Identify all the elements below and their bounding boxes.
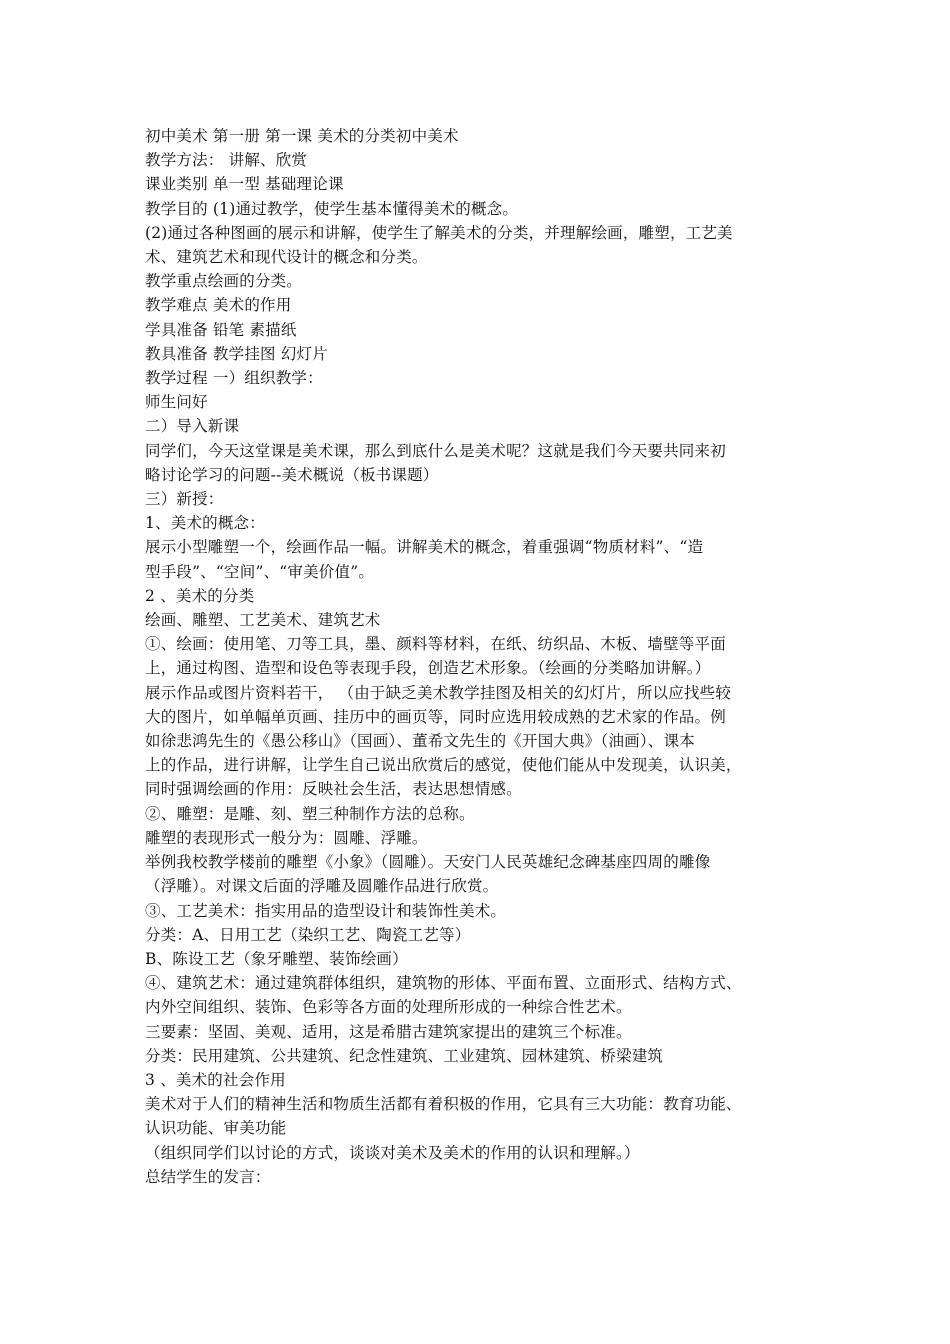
text-line: 展示作品或图片资料若干， （由于缺乏美术教学挂图及相关的幻灯片，所以应找些较 [145,683,732,702]
subsection-heading: 3 、美术的社会作用 [145,1070,286,1089]
section-heading: 三）新授： [145,490,224,509]
text-line: （组织同学们以讨论的方式，谈谈对美术及美术的作用的认识和理解。） [145,1143,640,1162]
text-line: 内外空间组织、装饰、色彩等各方面的处理所形成的一种综合性艺术。 [145,998,632,1017]
key-point-line: 教学重点绘画的分类。 [145,272,303,291]
text-line: 术、建筑艺术和现代设计的概念和分类。 [145,248,428,267]
text-line: (2)通过各种图画的展示和讲解，使学生了解美术的分类，并理解绘画，雕塑，工艺美 [145,223,733,242]
difficulty-line: 教学难点 美术的作用 [145,296,292,315]
text-line: 同学们，今天这堂课是美术课，那么到底什么是美术呢？这就是我们今天要共同来初 [145,441,726,460]
subsection-heading: 2 、美术的分类 [145,586,255,605]
text-line: 美术对于人们的精神生活和物质生活都有着积极的作用，它具有三大功能：教育功能、 [145,1095,742,1114]
text-line: ④、建筑艺术：通过建筑群体组织，建筑物的形体、平面布置、立面形式、结构方式、 [145,974,742,993]
text-line: ①、绘画：使用笔、刀等工具，墨、颜料等材料，在纸、纺织品、木板、墙壁等平面 [145,635,726,654]
text-line: 大的图片，如单幅单页画、挂历中的画页等，同时应选用较成熟的艺术家的作品。例 [145,707,726,726]
text-line: B、陈设工艺（象牙雕塑、装饰绘画） [145,949,408,968]
text-line: 展示小型雕塑一个，绘画作品一幅。讲解美术的概念，着重强调“物质材料”、“造 [145,538,704,557]
title-line: 初中美术 第一册 第一课 美术的分类初中美术 [145,127,459,145]
text-line: 举例我校教学楼前的雕塑《小象》（圆雕）。天安门人民英雄纪念碑基座四周的雕像 [145,853,711,872]
student-tools-line: 学具准备 铅笔 素描纸 [145,320,297,339]
text-line: 绘画、雕塑、工艺美术、建筑艺术 [145,611,381,630]
text-line: 略讨论学习的问题--美术概说（板书课题） [145,465,439,484]
text-line: 分类：民用建筑、公共建筑、纪念性建筑、工业建筑、园林建筑、桥梁建筑 [145,1046,664,1065]
text-line: 同时强调绘画的作用：反映社会生活，表达思想情感。 [145,780,522,799]
document-body [145,124,785,1189]
text-line: ②、雕塑：是雕、刻、塑三种制作方法的总称。 [145,804,475,823]
process-line: 教学过程 一）组织教学： [145,369,323,388]
text-line: 三要素：坚固、美观、适用，这是希腊古建筑家提出的建筑三个标准。 [145,1022,632,1041]
subsection-heading: 1、美术的概念： [145,514,265,533]
text-line: 认识功能、审美功能 [145,1119,287,1138]
text-line: 雕塑的表现形式一般分为：圆雕、浮雕。 [145,828,428,847]
text-line: 师生问好 [145,393,208,412]
teaching-goal-line: 教学目的 (1)通过教学，使学生基本懂得美术的概念。 [145,199,519,218]
teaching-method-line: 教学方法： 讲解、欣赏 [145,151,308,170]
text-line: ③、工艺美术：指实用品的造型设计和装饰性美术。 [145,901,507,920]
text-line: 上的作品，进行讲解，让学生自己说出欣赏后的感觉，使他们能从中发现美，认识美， [145,756,742,775]
text-line: 分类：A、日用工艺（染织工艺、陶瓷工艺等） [145,925,471,944]
text-line: 上，通过构图、造型和设色等表现手段，创造艺术形象。（绘画的分类略加讲解。） [145,659,711,678]
teacher-tools-line: 教具准备 教学挂图 幻灯片 [145,344,328,363]
text-line: 如徐悲鸿先生的《愚公移山》（国画）、董希文先生的《开国大典》（油画）、课本 [145,732,695,751]
text-line: 型手段”、“空间”、“审美价值”。 [145,562,375,581]
text-line: （浮雕）。对课文后面的浮雕及圆雕作品进行欣赏。 [145,877,499,896]
text-line: 总结学生的发言： [145,1167,271,1186]
section-heading: 二）导入新课 [145,417,240,436]
course-type-line: 课业类别 单一型 基础理论课 [145,175,344,194]
